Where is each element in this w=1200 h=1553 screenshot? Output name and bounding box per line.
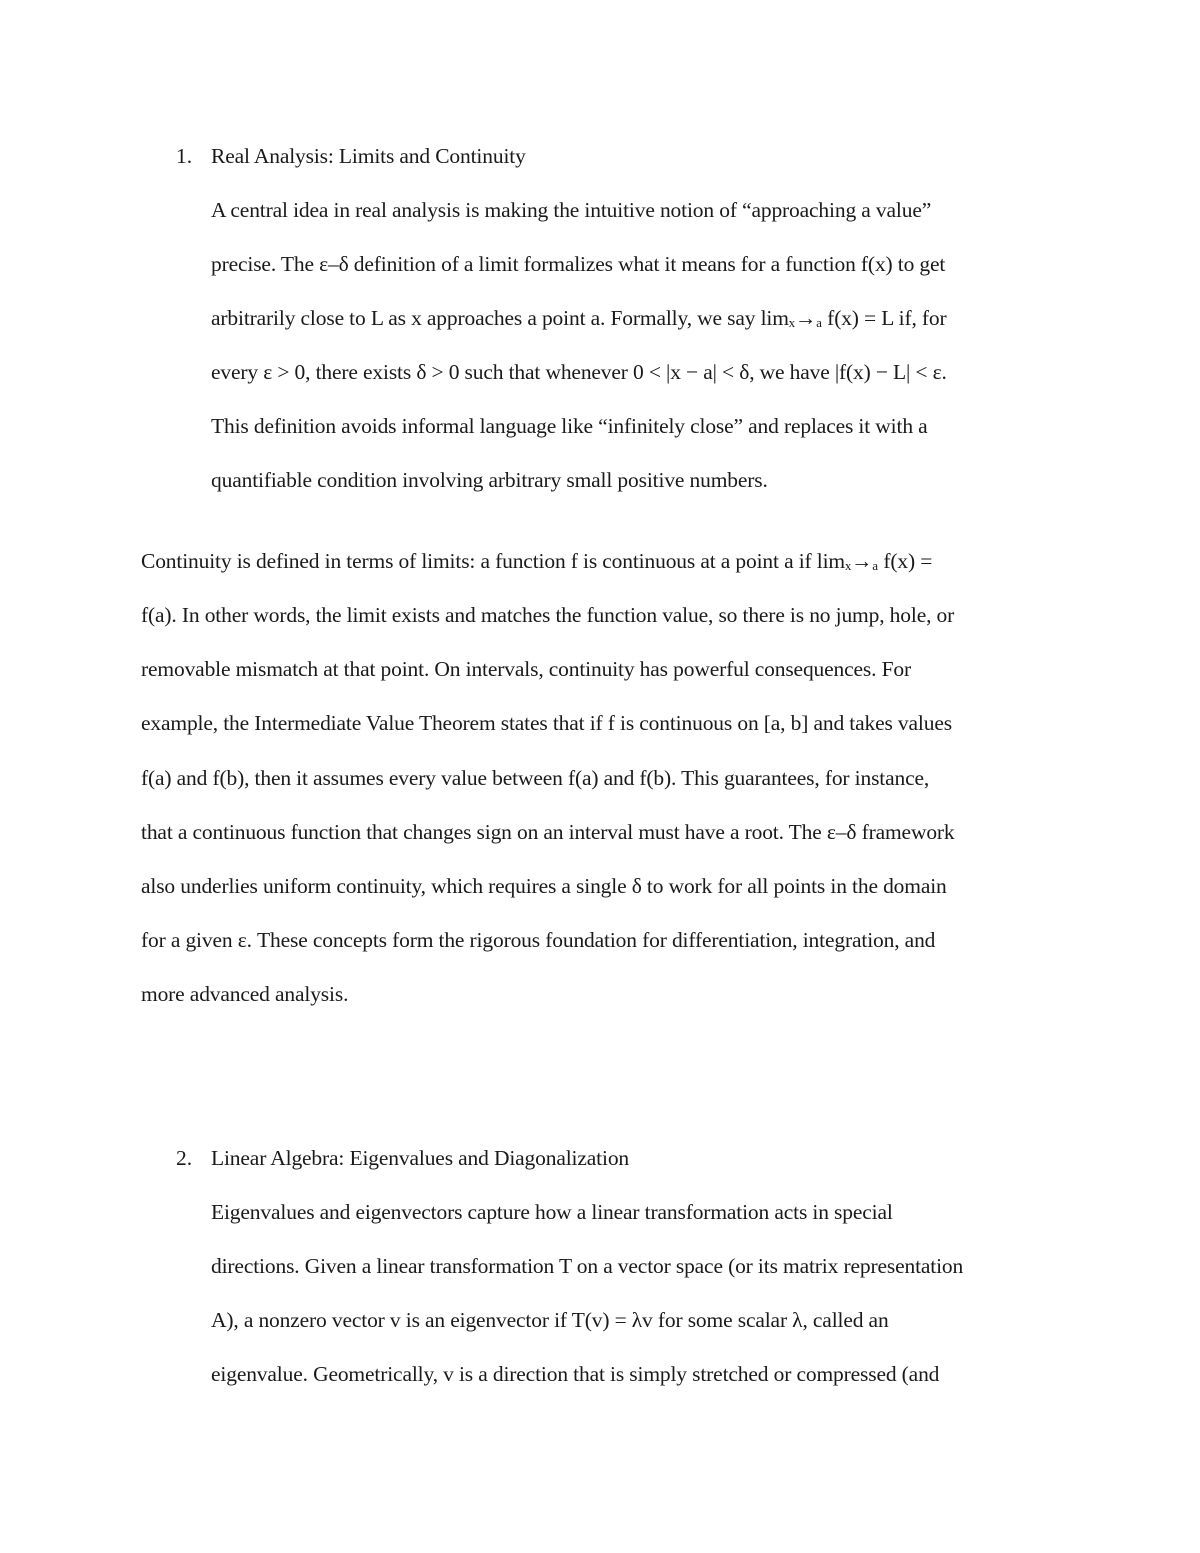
paragraph-line: This definition avoids informal language like “infinitely close” and replaces it with a <box>211 414 928 438</box>
paragraph-line: A), a nonzero vector v is an eigenvector if T(v) = λv for some scalar λ, called an <box>211 1308 889 1332</box>
section-2-number: 2. <box>176 1146 193 1170</box>
paragraph-line: Eigenvalues and eigenvectors capture how a linear transformation acts in special <box>211 1200 893 1224</box>
paragraph-line: A central idea in real analysis is making the intuitive notion of “approaching a value” <box>211 198 932 222</box>
paragraph-line: every ε > 0, there exists δ > 0 such that whenever 0 < |x − a| < δ, we have |f(x) − L| < ε. <box>211 360 947 384</box>
paragraph-line: removable mismatch at that point. On intervals, continuity has powerful consequences. For <box>141 657 912 681</box>
paragraph-line: for a given ε. These concepts form the rigorous foundation for differentiation, integration, and <box>141 928 936 952</box>
paragraph-line: quantifiable condition involving arbitrary small positive numbers. <box>211 468 768 492</box>
paragraph-line: example, the Intermediate Value Theorem states that if f is continuous on [a, b] and takes values <box>141 711 952 735</box>
section-1-number: 1. <box>176 144 193 168</box>
paragraph-line: f(a). In other words, the limit exists and matches the function value, so there is no jump, hole, or <box>141 603 955 627</box>
paragraph-line: precise. The ε–δ definition of a limit formalizes what it means for a function f(x) to get <box>211 252 946 276</box>
paragraph-line: eigenvalue. Geometrically, v is a direction that is simply stretched or compressed (and <box>211 1362 940 1386</box>
paragraph-line: directions. Given a linear transformation T on a vector space (or its matrix representation <box>211 1254 964 1278</box>
paragraph-line: Continuity is defined in terms of limits: a function f is continuous at a point a if limₓ→ₐ f(x) = <box>141 549 933 573</box>
section-1-heading: Real Analysis: Limits and Continuity <box>211 144 526 168</box>
paragraph-line: more advanced analysis. <box>141 982 349 1006</box>
paragraph-line: also underlies uniform continuity, which requires a single δ to work for all points in the domain <box>141 874 947 898</box>
paragraph-line: that a continuous function that changes sign on an interval must have a root. The ε–δ framework <box>141 820 955 844</box>
section-2-heading: Linear Algebra: Eigenvalues and Diagonalization <box>211 1146 630 1170</box>
paragraph-line: f(a) and f(b), then it assumes every value between f(a) and f(b). This guarantees, for instance, <box>141 766 930 790</box>
paragraph-line: arbitrarily close to L as x approaches a point a. Formally, we say limₓ→ₐ f(x) = L if, for <box>211 306 947 330</box>
